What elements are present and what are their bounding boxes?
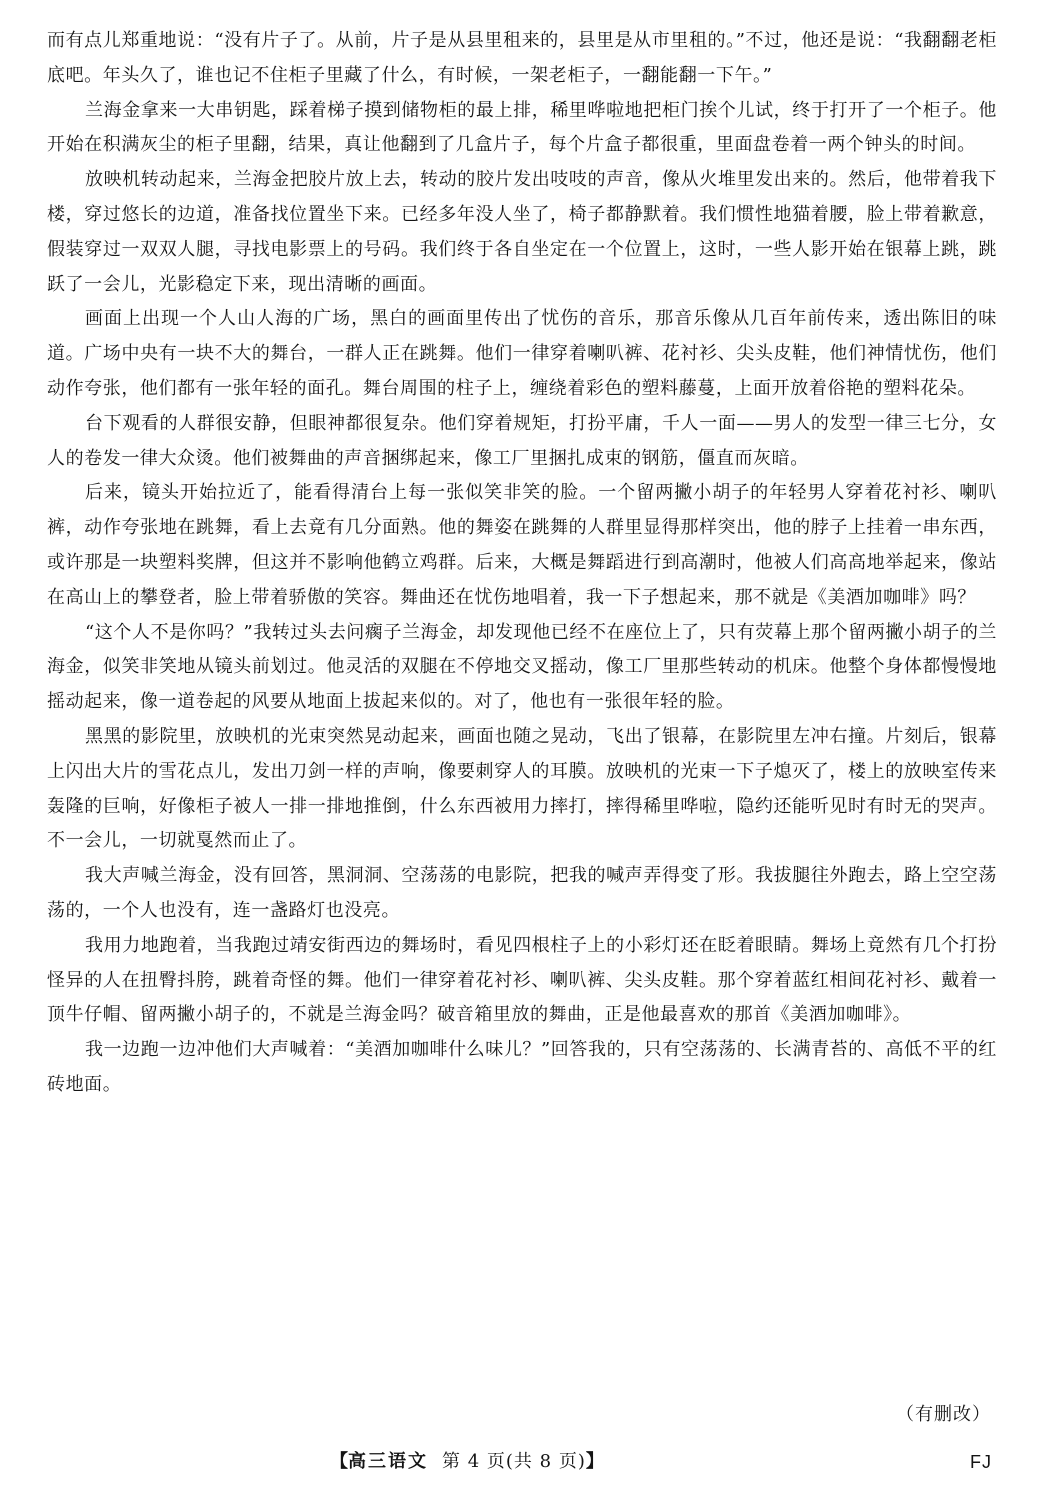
edit-note: （有删改）: [896, 1404, 991, 1425]
paragraph: 而有点儿郑重地说：“没有片子了。从前，片子是从县里租来的，县里是从市里租的。”不过，他还是说：“我翻翻老柜底吧。年头久了，谁也记不住柜子里藏了什么，有时候，一架老柜子，一翻能翻一下午。”: [47, 30, 997, 86]
footer-code: FJ: [970, 1452, 992, 1472]
article-body: [47, 24, 997, 1103]
paragraph: 兰海金拿来一大串钥匙，踩着梯子摸到储物柜的最上排，稀里哗啦地把柜门挨个儿试，终于打开了一个柜子。他开始在积满灰尘的柜子里翻，结果，真让他翻到了几盒片子，每个片盒子都很重，里面盘卷着一两个钟头的时间。: [47, 99, 997, 156]
paragraph: 后来，镜头开始拉近了，能看得清台上每一张似笑非笑的脸。一个留两撇小胡子的年轻男人穿着花衬衫、喇叭裤，动作夸张地在跳舞，看上去竟有几分面熟。他的舞姿在跳舞的人群里显得那样突出，他的脖子上挂着一串东西，或许那是一块塑料奖牌，但这并不影响他鹤立鸡群。后来，大概是舞蹈进行到高潮时，他被人们高高地举起来，像站在高山上的攀登者，脸上带着骄傲的笑容。舞曲还在忧伤地唱着，我一下子想起来，那不就是《美酒加咖啡》吗？: [47, 482, 997, 608]
paragraph: 黑黑的影院里，放映机的光束突然晃动起来，画面也随之晃动，飞出了银幕，在影院里左冲右撞。片刻后，银幕上闪出大片的雪花点儿，发出刀剑一样的声响，像要刺穿人的耳膜。放映机的光束一下子熄灭了，楼上的放映室传来轰隆的巨响，好像柜子被人一排一排地推倒，什么东西被用力摔打，摔得稀里哗啦，隐约还能听见时有时无的哭声。不一会儿，一切就戛然而止了。: [47, 725, 997, 852]
paragraph: 画面上出现一个人山人海的广场，黑白的画面里传出了忧伤的音乐，那音乐像从几百年前传来，透出陈旧的味道。广场中央有一块不大的舞台，一群人正在跳舞。他们一律穿着喇叭裤、花衬衫、尖头皮鞋，他们神情忧伤，他们动作夸张，他们都有一张年轻的面孔。舞台周围的柱子上，缠绕着彩色的塑料藤蔓，上面开放着俗艳的塑料花朵。: [47, 308, 997, 399]
paragraph: 我一边跑一边冲他们大声喊着：“美酒加咖啡什么味儿？”回答我的，只有空荡荡的、长满青苔的、高低不平的红砖地面。: [47, 1039, 997, 1095]
paragraph: 台下观看的人群很安静，但眼神都很复杂。他们穿着规矩，打扮平庸，千人一面——男人的发型一律三七分，女人的卷发一律大众烫。他们被舞曲的声音捆绑起来，像工厂里捆扎成束的钢筋，僵直而灰暗。: [47, 412, 997, 469]
footer-bracket-close: 】: [585, 1451, 604, 1472]
paragraph: 放映机转动起来，兰海金把胶片放上去，转动的胶片发出吱吱的声音，像从火堆里发出来的。然后，他带着我下楼，穿过悠长的边道，准备找位置坐下来。已经多年没人坐了，椅子都静默着。我们惯性地猫着腰，脸上带着歉意，假装穿过一双双人腿，寻找电影票上的号码。我们终于各自坐定在一个位置上，这时，一些人影开始在银幕上跳，跳跃了一会儿，光影稳定下来，现出清晰的画面。: [47, 169, 997, 295]
footer-bracket-open: 【: [330, 1451, 348, 1472]
page-footer: [0, 1445, 1043, 1479]
footer-label: [330, 1445, 604, 1479]
footer-page-info: 第 4 页(共 8 页): [442, 1451, 586, 1472]
paragraph: “这个人不是你吗？”我转过头去问瘸子兰海金，却发现他已经不在座位上了，只有荧幕上那个留两撇小胡子的兰海金，似笑非笑地从镜头前划过。他灵活的双腿在不停地交叉摇动，像工厂里那些转动的机床。他整个身体都慢慢地摇动起来，像一道卷起的风要从地面上拔起来似的。对了，他也有一张很年轻的脸。: [47, 621, 997, 713]
paragraph: 我用力地跑着，当我跑过靖安街西边的舞场时，看见四根柱子上的小彩灯还在眨着眼睛。舞场上竟然有几个打扮怪异的人在扭臀抖胯，跳着奇怪的舞。他们一律穿着花衬衫、喇叭裤、尖头皮鞋。那个穿着蓝红相间花衬衫、戴着一顶牛仔帽、留两撇小胡子的，不就是兰海金吗？破音箱里放的舞曲，正是他最喜欢的那首《美酒加咖啡》。: [47, 934, 997, 1026]
paragraph: 我大声喊兰海金，没有回答，黑洞洞、空荡荡的电影院，把我的喊声弄得变了形。我拔腿往外跑去，路上空空荡荡的，一个人也没有，连一盏路灯也没亮。: [47, 865, 997, 921]
footer-subject: 高三语文: [348, 1451, 428, 1472]
